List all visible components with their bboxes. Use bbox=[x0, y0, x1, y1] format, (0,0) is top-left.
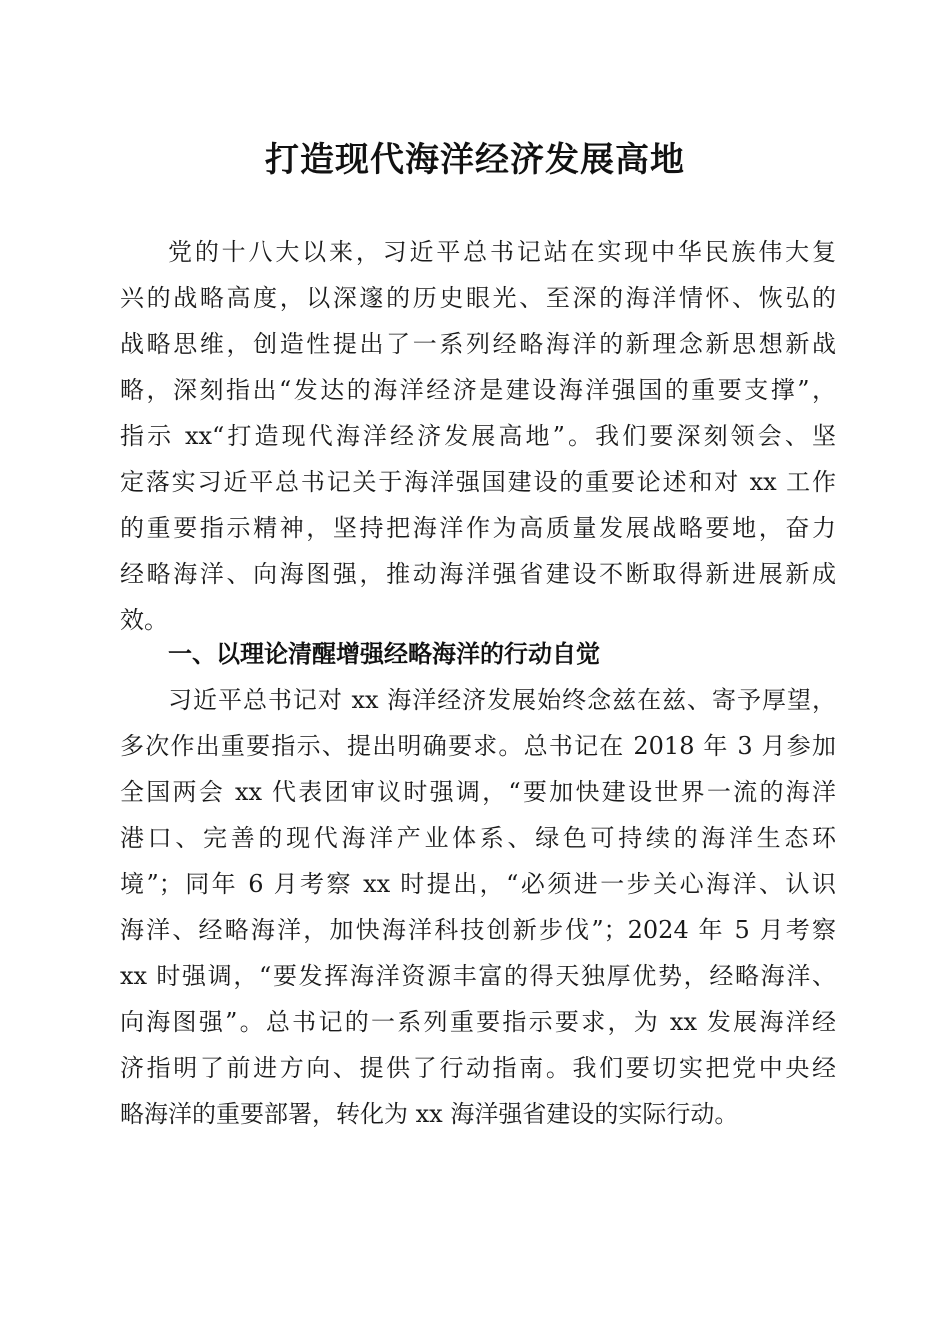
paragraph-line: 经略海洋、向海图强，推动海洋强省建设不断取得新进展新成 bbox=[120, 560, 836, 588]
paragraph-line: xx 时强调，“要发挥海洋资源丰富的得天独厚优势，经略海洋、 bbox=[120, 962, 836, 990]
paragraph-line: 定落实习近平总书记关于海洋强国建设的重要论述和对 xx 工作 bbox=[120, 468, 836, 496]
paragraph-line: 习近平总书记对 xx 海洋经济发展始终念兹在兹、寄予厚望， bbox=[168, 686, 836, 714]
paragraph-line: 港口、完善的现代海洋产业体系、绿色可持续的海洋生态环 bbox=[120, 824, 836, 852]
paragraph-line: 济指明了前进方向、提供了行动指南。我们要切实把党中央经 bbox=[120, 1054, 836, 1082]
paragraph-line: 指示 xx“打造现代海洋经济发展高地”。我们要深刻领会、坚 bbox=[120, 422, 836, 450]
paragraph-line: 党的十八大以来，习近平总书记站在实现中华民族伟大复 bbox=[168, 238, 836, 266]
paragraph-line: 效。 bbox=[120, 606, 168, 634]
paragraph-line: 兴的战略高度，以深邃的历史眼光、至深的海洋情怀、恢弘的 bbox=[120, 284, 836, 312]
paragraph-line: 战略思维，创造性提出了一系列经略海洋的新理念新思想新战 bbox=[120, 330, 836, 358]
paragraph-line: 向海图强”。总书记的一系列重要指示要求，为 xx 发展海洋经 bbox=[120, 1008, 836, 1036]
paragraph-line: 海洋、经略海洋，加快海洋科技创新步伐”；2024 年 5 月考察 bbox=[120, 916, 836, 944]
paragraph-line: 全国两会 xx 代表团审议时强调，“要加快建设世界一流的海洋 bbox=[120, 778, 836, 806]
document-title: 打造现代海洋经济发展高地 bbox=[265, 140, 685, 180]
paragraph-line: 的重要指示精神，坚持把海洋作为高质量发展战略要地，奋力 bbox=[120, 514, 836, 542]
paragraph-intro bbox=[120, 229, 836, 643]
paragraph-line: 多次作出重要指示、提出明确要求。总书记在 2018 年 3 月参加 bbox=[120, 732, 836, 760]
section-heading: 一、以理论清醒增强经略海洋的行动自觉 bbox=[168, 640, 600, 668]
paragraph-line: 略海洋的重要部署，转化为 xx 海洋强省建设的实际行动。 bbox=[120, 1100, 739, 1128]
paragraph-section1 bbox=[120, 677, 836, 1137]
paragraph-line: 境”；同年 6 月考察 xx 时提出，“必须进一步关心海洋、认识 bbox=[120, 870, 836, 898]
paragraph-line: 略，深刻指出“发达的海洋经济是建设海洋强国的重要支撑”， bbox=[120, 376, 836, 404]
